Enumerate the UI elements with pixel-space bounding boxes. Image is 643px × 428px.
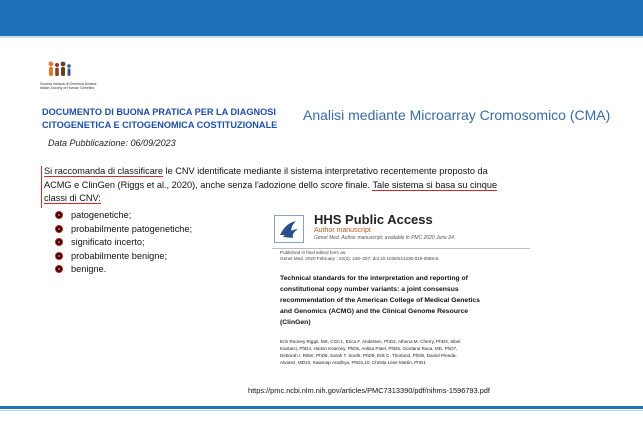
document-title-line-2: CITOGENETICA E CITOGENOMICA COSTITUZIONALE: [42, 120, 278, 130]
authors-line-2: Kantarci, PhD4, Hutton Kearney, PhD5, Ankita Patel, PhD6, Gordana Raca, MD, PhD7,: [280, 346, 458, 351]
hhs-header: [272, 212, 530, 249]
society-logo: [40, 60, 100, 98]
authors-line-1: Erin Rooney Riggs, MS, CGC1, Erica F. Andersen, PhD2, Athena M. Cherry, PhD3, Sibel: [280, 339, 461, 344]
bullet-icon: [55, 252, 63, 260]
hhs-title: HHS Public Access: [314, 212, 433, 227]
list-item-label: probabilmente patogenetiche;: [71, 223, 193, 234]
publication-date: Data Pubblicazione: 06/09/2023: [48, 138, 176, 148]
family-figures-icon: [46, 60, 74, 78]
list-item-label: patogenetiche;: [71, 210, 132, 220]
document-title-line-1: DOCUMENTO DI BUONA PRATICA PER LA DIAGNOSI: [42, 107, 276, 117]
highlight-margin-line: [41, 166, 42, 208]
list-item-label: benigne.: [71, 264, 107, 275]
paragraph-highlight: Tale sistema si basa su cinque: [372, 179, 498, 190]
list-item-label: probabilmente benigne;: [71, 250, 168, 261]
paper-excerpt: [272, 210, 532, 375]
paragraph-score-word: score: [320, 179, 343, 190]
section-title: Analisi mediante Microarray Cromosomico (CMA): [303, 107, 611, 123]
paragraph-highlight-end: classi di CNV:: [44, 193, 101, 204]
paper-title-line-5: (ClinGen): [280, 319, 311, 326]
logo-caption: [40, 82, 96, 91]
hhs-citation: Genet Med. Author manuscript; available in PMC 2020 June 24.: [314, 235, 456, 241]
paragraph-line-2-pre: ACMG e ClinGen (Riggs et al., 2020), anche senza l'adozione dello: [44, 179, 321, 190]
bullet-icon: [55, 225, 63, 233]
recommendation-paragraph: [44, 165, 514, 206]
logo-caption-line-2: Italian Society of Human Genetics: [40, 86, 95, 91]
paper-title: [280, 273, 530, 328]
published-note-line-1: Published in final edited form as:: [280, 250, 347, 255]
paper-title-line-1: Technical standards for the interpretation and reporting of: [280, 275, 468, 282]
paper-title-line-2: constitutional copy number variants: a joint consensus: [280, 286, 459, 293]
paper-authors: [280, 338, 460, 366]
list-item-label: significato incerto;: [71, 237, 145, 248]
source-url: https://pmc.ncbi.nlm.nih.gov/articles/PMC7313390/pdf/nihms-1596793.pdf: [248, 386, 490, 395]
top-banner: [0, 0, 643, 36]
published-note-line-2: Genet Med. 2020 February ; 22(2): 245–257. doi:10.1038/s41436-019-0686-8.: [280, 255, 440, 261]
paper-title-line-3: recommendation of the American College of Medical Genetics: [280, 297, 480, 304]
paragraph-underlined-clause: Si raccomanda di classificare: [44, 166, 163, 176]
authors-line-4: Alvarez, MD10, Swaroop Aradhya, PhD3,10, Christa Lese Martin, PhD1: [280, 360, 426, 365]
bullet-icon: [55, 211, 63, 219]
authors-line-3: Deborah I. Ritter, PhD8, Sarah T. South, PhD9, Erik C. Thorland, PhD5, Daniel Pineda-: [280, 353, 457, 358]
paragraph-line-2-mid: finale.: [342, 179, 373, 190]
bottom-banner-divider: [0, 410, 643, 411]
bullet-icon: [55, 238, 63, 246]
paragraph-line-2: [44, 179, 514, 193]
paragraph-line-3: [44, 192, 514, 206]
hhs-subtitle: Author manuscript: [314, 227, 371, 234]
hhs-eagle-icon: [274, 215, 304, 243]
logo-caption-line-1: Società Italiana di Genetica Umana: [40, 82, 97, 86]
paragraph-line-1: [44, 165, 514, 179]
paper-title-line-4: and Genomics (ACMG) and the Clinical Genome Resource: [280, 308, 469, 315]
top-banner-divider: [0, 36, 643, 38]
document-title: [42, 106, 282, 132]
paragraph-line-1-rest: le CNV identificate mediante il sistema interpretativo recentemente proposto da: [162, 166, 488, 176]
published-note: [280, 250, 439, 261]
bullet-icon: [55, 265, 63, 273]
bottom-banner: [0, 406, 643, 409]
